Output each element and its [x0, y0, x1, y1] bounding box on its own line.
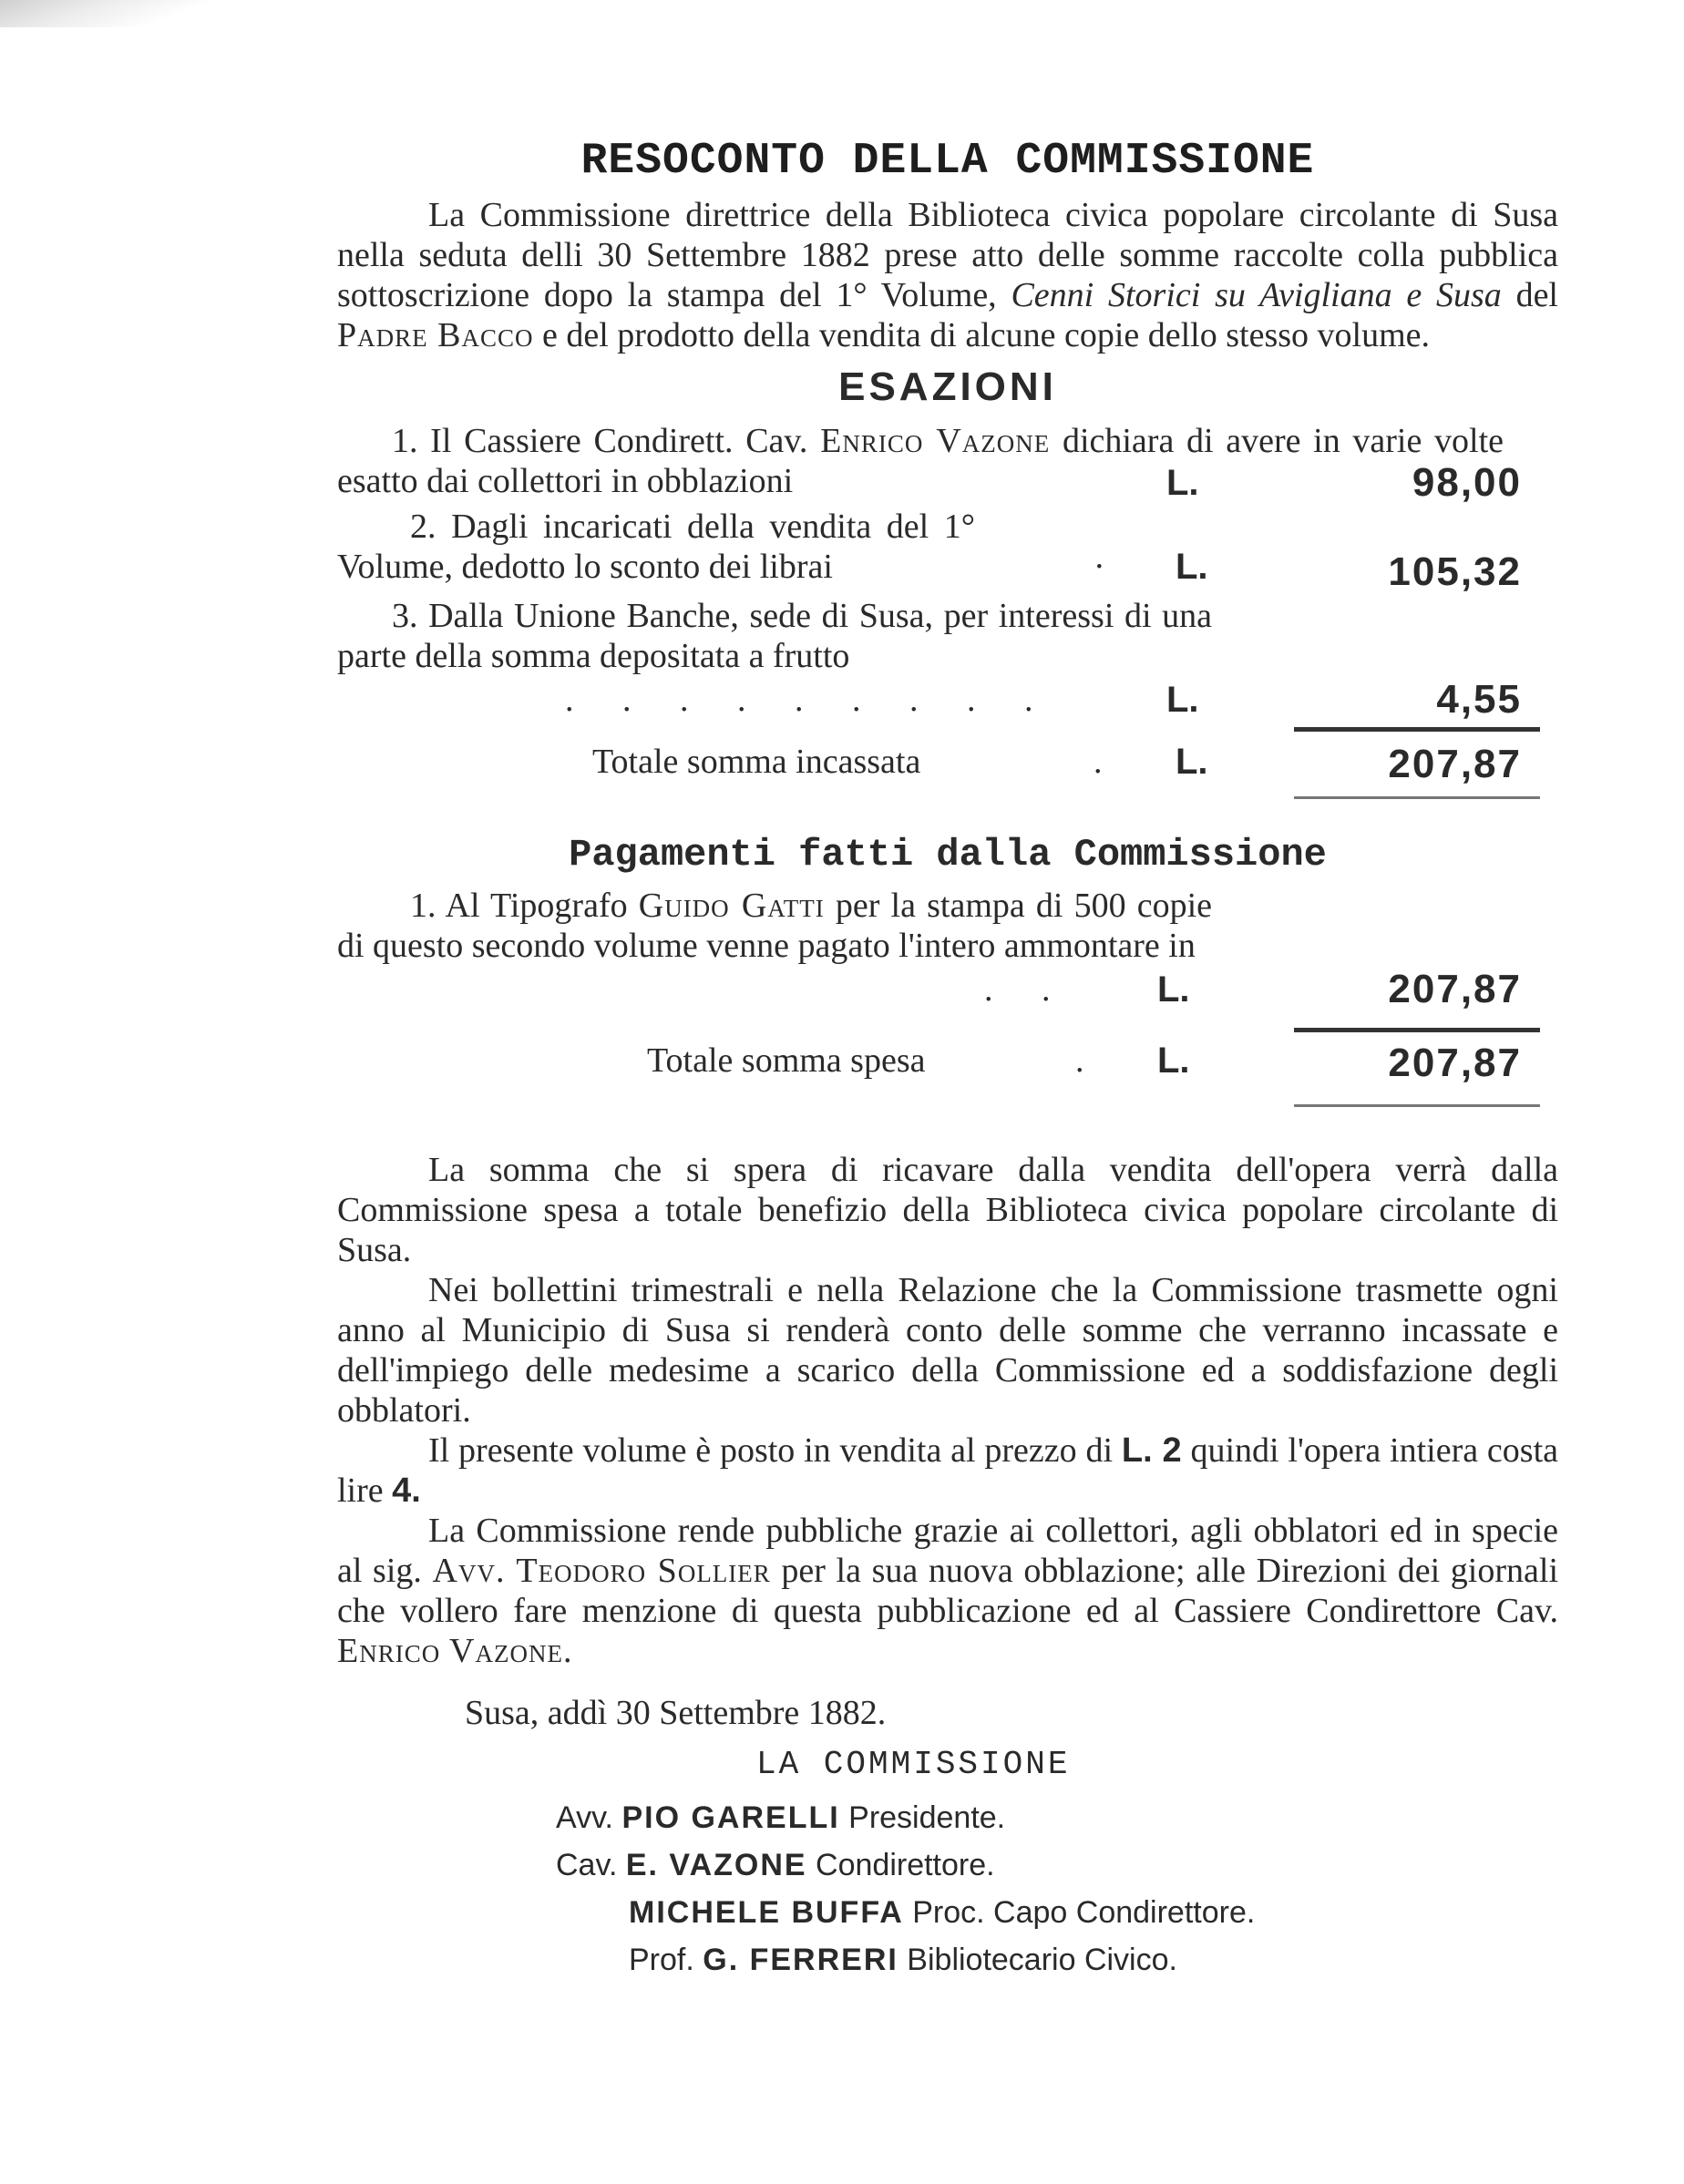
esazioni-total-rule — [1294, 727, 1540, 732]
signature-2-name: E. VAZONE — [625, 1848, 807, 1882]
esazioni-total-dots: . — [1094, 743, 1103, 781]
pagamento-item-1-text-a: 1. Al Tipografo — [410, 887, 639, 925]
intro-text-1: La Commissione direttrice della Biblioteca civica popolare circolante di Susa nella seduta delli 30 Settembre 1882 prese atto delle somme raccolte colla pubblica sottoscrizione dopo la stampa del 1° Volume, — [337, 196, 1558, 314]
signature-4-title: Prof. — [629, 1943, 694, 1977]
pagamenti-total-dots: . — [1075, 1041, 1084, 1080]
signatures — [337, 1794, 1558, 1984]
esazione-item-1-text-a: 1. Il Cassiere Condirett. Cav. — [392, 422, 821, 460]
esazioni-heading: ESAZIONI — [838, 364, 1057, 409]
pagamenti-heading: Pagamenti fatti dalla Commissione — [569, 833, 1327, 877]
intro-paragraph — [337, 195, 1558, 355]
paragraph-4-text-b: per la sua nuova obblazione; alle Direzioni dei giornali che vollero fare menzione di questa pubblicazione ed al Cassiere Condirettore Cav. — [337, 1552, 1558, 1630]
place-date: Susa, addì 30 Settembre 1882. — [465, 1694, 887, 1732]
paragraph-4 — [337, 1511, 1558, 1671]
pagamenti-total-amount: 207,87 — [1388, 1041, 1522, 1085]
esazioni-total-row — [337, 723, 1558, 796]
esazioni-total-amount: 207,87 — [1388, 742, 1522, 786]
cashier-name-2: Enrico Vazone — [337, 1632, 563, 1670]
paragraph-4-text-a: La Commissione rende pubbliche grazie ai collettori, agli obblatori ed in specie al sig. — [337, 1512, 1558, 1590]
pagamento-item-1 — [337, 886, 1558, 1013]
esazione-item-2-dots: · — [1094, 548, 1105, 586]
pagamento-item-1-amount: 207,87 — [1388, 967, 1522, 1011]
esazione-item-3-desc: 3. Dalla Unione Banche, sede di Susa, per interessi di una parte della somma depositata a frutto — [337, 597, 1212, 675]
pagamenti-total-rule — [1294, 1028, 1540, 1032]
cashier-name: Enrico Vazone — [820, 422, 1051, 460]
esazione-item-3-dots: . . . . . . . . . — [565, 681, 1053, 719]
paragraph-3-text-b: quindi l'opera intiera costa lire — [337, 1431, 1559, 1510]
author-name: Padre Bacco — [337, 316, 534, 354]
document-page — [337, 137, 1558, 1984]
esazione-item-2 — [337, 507, 1558, 596]
signature-3-name: MICHELE BUFFA — [629, 1895, 904, 1930]
pagamenti-total-currency: L. — [1157, 1041, 1190, 1081]
committee-heading: LA COMMISSIONE — [756, 1746, 1071, 1783]
esazione-item-1-text-b: dichiara di avere in varie volte esatto dai collettori in obblazioni — [337, 422, 1504, 500]
signature-2-role: Condirettore. — [816, 1848, 995, 1882]
esazione-item-1-amount: 98,00 — [1412, 460, 1522, 505]
pagamento-item-1-currency: L. — [1157, 969, 1190, 1010]
signature-4-role: Bibliotecario Civico. — [907, 1943, 1177, 1977]
paragraph-1: La somma che si spera di ricavare dalla vendita dell'opera verrà dalla Commissione spesa a totale benefizio della Biblioteca civica popolare circolante di Susa. — [337, 1151, 1558, 1269]
printer-name: Guido Gatti — [638, 887, 825, 925]
signature-4 — [337, 1936, 1558, 1984]
pagamento-item-1-desc — [337, 886, 1212, 966]
pagamenti-total-underline — [1294, 1104, 1540, 1107]
pagamento-item-1-dots: . . — [984, 970, 1071, 1009]
esazioni-total-underline — [1294, 796, 1540, 799]
signature-4-name: G. FERRERI — [703, 1943, 898, 1977]
esazione-item-1-currency: L. — [1166, 463, 1199, 503]
esazione-item-3 — [337, 596, 1558, 723]
donor-name: Avv. Teodoro Sollier — [432, 1552, 771, 1590]
signature-1-role: Presidente. — [848, 1800, 1006, 1835]
esazione-item-1 — [337, 421, 1558, 507]
signature-2 — [337, 1841, 1558, 1889]
signature-3-role: Proc. Capo Condirettore. — [912, 1895, 1256, 1930]
esazioni-total-currency: L. — [1176, 742, 1208, 782]
paragraph-2: Nei bollettini trimestrali e nella Relazione che la Commissione trasmette ogni anno al Municipio di Susa si renderà conto delle somme che verranno incassate e dell'impiego delle medesime a scarico della Commissione ed a soddisfazione degli obblatori. — [337, 1271, 1558, 1430]
total-price: 4. — [392, 1471, 421, 1510]
paragraph-3 — [337, 1430, 1558, 1511]
signature-1 — [337, 1794, 1558, 1841]
pagamenti-total-row — [337, 1013, 1558, 1150]
signature-3 — [337, 1889, 1558, 1936]
volume-price: L. 2 — [1121, 1431, 1182, 1470]
signature-1-name: PIO GARELLI — [621, 1800, 840, 1835]
book-title: Cenni Storici su Avigliana e Susa — [1011, 276, 1502, 314]
intro-text-3: e del prodotto della vendita di alcune copie dello stesso volume. — [533, 316, 1431, 354]
esazione-item-3-currency: L. — [1166, 680, 1199, 720]
signature-2-title: Cav. — [556, 1848, 618, 1882]
paragraph-4-end: . — [562, 1632, 572, 1670]
intro-text-2: del — [1501, 276, 1558, 314]
esazioni-total-label: Totale somma incassata — [592, 743, 921, 781]
pagamento-item-1-text-b: per la stampa di 500 copie di questo secondo volume venne pagato l'intero ammontare in — [337, 887, 1213, 965]
paragraph-3-text-a: Il presente volume è posto in vendita al prezzo di — [428, 1431, 1122, 1470]
esazione-item-2-desc: 2. Dagli incaricati della vendita del 1° Volume, dedotto lo sconto dei librai — [337, 508, 975, 586]
esazione-item-3-amount: 4,55 — [1436, 677, 1522, 722]
page-title: RESOCONTO DELLA COMMISSIONE — [580, 137, 1315, 186]
pagamenti-total-label: Totale somma spesa — [647, 1041, 926, 1080]
scan-corner-shadow — [0, 0, 237, 27]
esazione-item-1-desc — [337, 421, 1504, 501]
signature-1-title: Avv. — [556, 1800, 613, 1835]
esazione-item-2-amount: 105,32 — [1388, 549, 1522, 594]
esazione-item-2-currency: L. — [1176, 547, 1208, 587]
